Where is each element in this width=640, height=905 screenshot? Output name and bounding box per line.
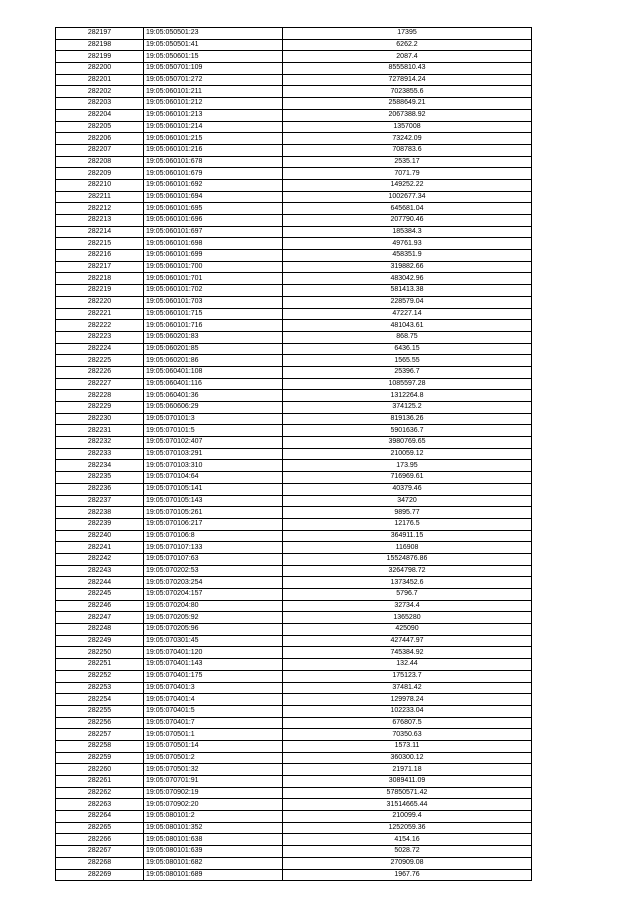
table-row — [56, 799, 532, 811]
cadastral-number-cell: 19:05:060101:702 — [144, 285, 283, 297]
row-number-cell: 282252 — [56, 670, 144, 682]
table-row — [56, 226, 532, 238]
value-cell: 427447.97 — [283, 635, 532, 647]
cadastral-number-cell: 19:05:070106:217 — [144, 518, 283, 530]
table-row — [56, 86, 532, 98]
table-row — [56, 472, 532, 484]
value-cell: 270909.08 — [283, 857, 532, 869]
cadastral-number-cell: 19:05:070301:45 — [144, 635, 283, 647]
table-row — [56, 577, 532, 589]
row-number-cell: 282229 — [56, 402, 144, 414]
row-number-cell: 282269 — [56, 869, 144, 881]
cadastral-number-cell: 19:05:070107:133 — [144, 542, 283, 554]
value-cell: 116908 — [283, 542, 532, 554]
cadastral-number-cell: 19:05:070205:96 — [144, 624, 283, 636]
value-cell: 5028.72 — [283, 846, 532, 858]
table-row — [56, 589, 532, 601]
row-number-cell: 282243 — [56, 565, 144, 577]
row-number-cell: 282268 — [56, 857, 144, 869]
table-row — [56, 39, 532, 51]
cadastral-number-cell: 19:05:070501:1 — [144, 729, 283, 741]
cadastral-number-cell: 19:05:070902:19 — [144, 787, 283, 799]
value-cell: 15524876.86 — [283, 553, 532, 565]
value-cell: 129978.24 — [283, 694, 532, 706]
cadastral-number-cell: 19:05:060101:213 — [144, 109, 283, 121]
row-number-cell: 282228 — [56, 390, 144, 402]
cadastral-number-cell: 19:05:060101:678 — [144, 156, 283, 168]
table-row — [56, 857, 532, 869]
table-row — [56, 203, 532, 215]
row-number-cell: 282237 — [56, 495, 144, 507]
cadastral-number-cell: 19:05:070106:8 — [144, 530, 283, 542]
cadastral-number-cell: 19:05:060101:697 — [144, 226, 283, 238]
table-row — [56, 179, 532, 191]
cadastral-number-cell: 19:05:060101:692 — [144, 179, 283, 191]
value-cell: 716969.61 — [283, 472, 532, 484]
value-cell: 210059.12 — [283, 448, 532, 460]
value-cell: 3089411.09 — [283, 776, 532, 788]
row-number-cell: 282236 — [56, 483, 144, 495]
cadastral-number-cell: 19:05:070103:310 — [144, 460, 283, 472]
value-cell: 319882.66 — [283, 261, 532, 273]
row-number-cell: 282241 — [56, 542, 144, 554]
cadastral-number-cell: 19:05:060101:679 — [144, 168, 283, 180]
value-cell: 228579.04 — [283, 296, 532, 308]
cadastral-number-cell: 19:05:060101:716 — [144, 320, 283, 332]
cadastral-number-cell: 19:05:060101:700 — [144, 261, 283, 273]
table-row — [56, 624, 532, 636]
cadastral-number-cell: 19:05:060401:116 — [144, 378, 283, 390]
table-row — [56, 822, 532, 834]
table-row — [56, 250, 532, 262]
cadastral-number-cell: 19:05:050501:23 — [144, 28, 283, 40]
cadastral-number-cell: 19:05:060101:694 — [144, 191, 283, 203]
value-cell: 745384.92 — [283, 647, 532, 659]
row-number-cell: 282212 — [56, 203, 144, 215]
cadastral-number-cell: 19:05:070401:5 — [144, 705, 283, 717]
table-row — [56, 635, 532, 647]
table-row — [56, 121, 532, 133]
value-cell: 481043.61 — [283, 320, 532, 332]
row-number-cell: 282232 — [56, 437, 144, 449]
row-number-cell: 282224 — [56, 343, 144, 355]
row-number-cell: 282197 — [56, 28, 144, 40]
table-row — [56, 764, 532, 776]
value-cell: 210099.4 — [283, 811, 532, 823]
table-row — [56, 51, 532, 63]
row-number-cell: 282231 — [56, 425, 144, 437]
value-cell: 708783.6 — [283, 144, 532, 156]
row-number-cell: 282267 — [56, 846, 144, 858]
table-row — [56, 308, 532, 320]
cadastral-number-cell: 19:05:080101:682 — [144, 857, 283, 869]
value-cell: 25396.7 — [283, 366, 532, 378]
value-cell: 425090 — [283, 624, 532, 636]
table-row — [56, 156, 532, 168]
cadastral-number-cell: 19:05:070104:64 — [144, 472, 283, 484]
row-number-cell: 282263 — [56, 799, 144, 811]
cadastral-number-cell: 19:05:060201:83 — [144, 331, 283, 343]
row-number-cell: 282214 — [56, 226, 144, 238]
table-row — [56, 600, 532, 612]
cadastral-number-cell: 19:05:070107:63 — [144, 553, 283, 565]
row-number-cell: 282202 — [56, 86, 144, 98]
table-row — [56, 285, 532, 297]
cadastral-number-cell: 19:05:050701:272 — [144, 74, 283, 86]
value-cell: 645681.04 — [283, 203, 532, 215]
table-row — [56, 74, 532, 86]
table-row — [56, 215, 532, 227]
value-cell: 483042.96 — [283, 273, 532, 285]
cadastral-number-cell: 19:05:060401:108 — [144, 366, 283, 378]
value-cell: 1357008 — [283, 121, 532, 133]
value-cell: 7023855.6 — [283, 86, 532, 98]
table-row — [56, 343, 532, 355]
table-row — [56, 437, 532, 449]
value-cell: 581413.38 — [283, 285, 532, 297]
cadastral-number-cell: 19:05:070103:291 — [144, 448, 283, 460]
value-cell: 458351.9 — [283, 250, 532, 262]
row-number-cell: 282199 — [56, 51, 144, 63]
value-cell: 1565.55 — [283, 355, 532, 367]
table-row — [56, 542, 532, 554]
cadastral-number-cell: 19:05:060101:701 — [144, 273, 283, 285]
row-number-cell: 282244 — [56, 577, 144, 589]
table-row — [56, 191, 532, 203]
table-row — [56, 787, 532, 799]
cadastral-number-cell: 19:05:080101:689 — [144, 869, 283, 881]
value-cell: 5796.7 — [283, 589, 532, 601]
table-row — [56, 740, 532, 752]
table-row — [56, 261, 532, 273]
row-number-cell: 282201 — [56, 74, 144, 86]
value-cell: 1373452.6 — [283, 577, 532, 589]
cadastral-number-cell: 19:05:060101:212 — [144, 98, 283, 110]
row-number-cell: 282253 — [56, 682, 144, 694]
table-row — [56, 144, 532, 156]
row-number-cell: 282221 — [56, 308, 144, 320]
row-number-cell: 282235 — [56, 472, 144, 484]
row-number-cell: 282207 — [56, 144, 144, 156]
table-row — [56, 320, 532, 332]
table-row — [56, 694, 532, 706]
cadastral-number-cell: 19:05:060201:85 — [144, 343, 283, 355]
row-number-cell: 282198 — [56, 39, 144, 51]
row-number-cell: 282242 — [56, 553, 144, 565]
cadastral-number-cell: 19:05:060101:696 — [144, 215, 283, 227]
row-number-cell: 282257 — [56, 729, 144, 741]
row-number-cell: 282254 — [56, 694, 144, 706]
table-row — [56, 811, 532, 823]
value-cell: 1365280 — [283, 612, 532, 624]
row-number-cell: 282216 — [56, 250, 144, 262]
row-number-cell: 282247 — [56, 612, 144, 624]
table-row — [56, 495, 532, 507]
value-cell: 1002677.34 — [283, 191, 532, 203]
table-row — [56, 296, 532, 308]
table-row — [56, 168, 532, 180]
table-row — [56, 366, 532, 378]
cadastral-number-cell: 19:05:070101:5 — [144, 425, 283, 437]
row-number-cell: 282203 — [56, 98, 144, 110]
value-cell: 819136.26 — [283, 413, 532, 425]
cadastral-number-cell: 19:05:070102:407 — [144, 437, 283, 449]
row-number-cell: 282208 — [56, 156, 144, 168]
table-row — [56, 717, 532, 729]
row-number-cell: 282249 — [56, 635, 144, 647]
value-cell: 7278914.24 — [283, 74, 532, 86]
row-number-cell: 282217 — [56, 261, 144, 273]
table-row — [56, 273, 532, 285]
value-cell: 49761.93 — [283, 238, 532, 250]
value-cell: 40379.46 — [283, 483, 532, 495]
cadastral-number-cell: 19:05:060101:699 — [144, 250, 283, 262]
value-cell: 1312264.8 — [283, 390, 532, 402]
row-number-cell: 282218 — [56, 273, 144, 285]
table-row — [56, 530, 532, 542]
cadastral-number-cell: 19:05:080101:2 — [144, 811, 283, 823]
value-cell: 34720 — [283, 495, 532, 507]
cadastral-number-cell: 19:05:070501:2 — [144, 752, 283, 764]
row-number-cell: 282211 — [56, 191, 144, 203]
row-number-cell: 282205 — [56, 121, 144, 133]
table-row — [56, 670, 532, 682]
row-number-cell: 282213 — [56, 215, 144, 227]
table-row — [56, 402, 532, 414]
cadastral-number-cell: 19:05:050501:41 — [144, 39, 283, 51]
row-number-cell: 282248 — [56, 624, 144, 636]
cadastral-number-cell: 19:05:070202:53 — [144, 565, 283, 577]
value-cell: 3980769.65 — [283, 437, 532, 449]
cadastral-number-cell: 19:05:080101:352 — [144, 822, 283, 834]
table-row — [56, 378, 532, 390]
row-number-cell: 282245 — [56, 589, 144, 601]
value-cell: 132.44 — [283, 659, 532, 671]
table-row — [56, 869, 532, 881]
row-number-cell: 282220 — [56, 296, 144, 308]
table-row — [56, 553, 532, 565]
cadastral-number-cell: 19:05:060101:211 — [144, 86, 283, 98]
table-row — [56, 331, 532, 343]
cadastral-number-cell: 19:05:070401:4 — [144, 694, 283, 706]
row-number-cell: 282238 — [56, 507, 144, 519]
cadastral-number-cell: 19:05:060101:703 — [144, 296, 283, 308]
row-number-cell: 282200 — [56, 63, 144, 75]
cadastral-number-cell: 19:05:070401:3 — [144, 682, 283, 694]
table-row — [56, 413, 532, 425]
value-cell: 70350.63 — [283, 729, 532, 741]
row-number-cell: 282262 — [56, 787, 144, 799]
value-cell: 32734.4 — [283, 600, 532, 612]
row-number-cell: 282246 — [56, 600, 144, 612]
row-number-cell: 282256 — [56, 717, 144, 729]
row-number-cell: 282259 — [56, 752, 144, 764]
row-number-cell: 282240 — [56, 530, 144, 542]
table-row — [56, 565, 532, 577]
table-row — [56, 238, 532, 250]
row-number-cell: 282210 — [56, 179, 144, 191]
cadastral-number-cell: 19:05:070203:254 — [144, 577, 283, 589]
table-row — [56, 109, 532, 121]
value-cell: 1085597.28 — [283, 378, 532, 390]
cadastral-number-cell: 19:05:070204:80 — [144, 600, 283, 612]
cadastral-number-cell: 19:05:060401:36 — [144, 390, 283, 402]
table-row — [56, 612, 532, 624]
table-row — [56, 659, 532, 671]
table-row — [56, 729, 532, 741]
value-cell: 31514665.44 — [283, 799, 532, 811]
table-row — [56, 425, 532, 437]
table-row — [56, 752, 532, 764]
cadastral-number-cell: 19:05:070902:20 — [144, 799, 283, 811]
cadastral-number-cell: 19:05:060101:216 — [144, 144, 283, 156]
data-table — [55, 27, 532, 881]
cadastral-number-cell: 19:05:070105:261 — [144, 507, 283, 519]
row-number-cell: 282234 — [56, 460, 144, 472]
row-number-cell: 282219 — [56, 285, 144, 297]
table-row — [56, 647, 532, 659]
table-row — [56, 460, 532, 472]
table-row — [56, 846, 532, 858]
cadastral-number-cell: 19:05:070205:92 — [144, 612, 283, 624]
table-row — [56, 776, 532, 788]
cadastral-number-cell: 19:05:050701:109 — [144, 63, 283, 75]
table-row — [56, 448, 532, 460]
cadastral-number-cell: 19:05:060101:695 — [144, 203, 283, 215]
table-row — [56, 507, 532, 519]
value-cell: 173.95 — [283, 460, 532, 472]
value-cell: 7071.79 — [283, 168, 532, 180]
table-row — [56, 133, 532, 145]
table-row — [56, 390, 532, 402]
value-cell: 5901636.7 — [283, 425, 532, 437]
table-row — [56, 98, 532, 110]
table-row — [56, 834, 532, 846]
row-number-cell: 282233 — [56, 448, 144, 460]
cadastral-number-cell: 19:05:070204:157 — [144, 589, 283, 601]
row-number-cell: 282250 — [56, 647, 144, 659]
cadastral-number-cell: 19:05:080101:639 — [144, 846, 283, 858]
row-number-cell: 282264 — [56, 811, 144, 823]
row-number-cell: 282251 — [56, 659, 144, 671]
value-cell: 6262.2 — [283, 39, 532, 51]
value-cell: 2588649.21 — [283, 98, 532, 110]
table-row — [56, 705, 532, 717]
value-cell: 2067388.92 — [283, 109, 532, 121]
cadastral-number-cell: 19:05:070401:120 — [144, 647, 283, 659]
row-number-cell: 282209 — [56, 168, 144, 180]
row-number-cell: 282225 — [56, 355, 144, 367]
value-cell: 149252.22 — [283, 179, 532, 191]
row-number-cell: 282239 — [56, 518, 144, 530]
value-cell: 868.75 — [283, 331, 532, 343]
cadastral-number-cell: 19:05:070701:91 — [144, 776, 283, 788]
value-cell: 73242.09 — [283, 133, 532, 145]
row-number-cell: 282261 — [56, 776, 144, 788]
cadastral-number-cell: 19:05:060101:715 — [144, 308, 283, 320]
table-row — [56, 682, 532, 694]
value-cell: 1573.11 — [283, 740, 532, 752]
row-number-cell: 282230 — [56, 413, 144, 425]
table-row — [56, 518, 532, 530]
value-cell: 37481.42 — [283, 682, 532, 694]
table-body — [56, 28, 532, 881]
value-cell: 12176.5 — [283, 518, 532, 530]
cadastral-number-cell: 19:05:070501:32 — [144, 764, 283, 776]
cadastral-number-cell: 19:05:070401:175 — [144, 670, 283, 682]
value-cell: 102233.04 — [283, 705, 532, 717]
cadastral-number-cell: 19:05:070105:143 — [144, 495, 283, 507]
value-cell: 2087.4 — [283, 51, 532, 63]
row-number-cell: 282226 — [56, 366, 144, 378]
value-cell: 207790.46 — [283, 215, 532, 227]
row-number-cell: 282265 — [56, 822, 144, 834]
value-cell: 360300.12 — [283, 752, 532, 764]
cadastral-number-cell: 19:05:060101:215 — [144, 133, 283, 145]
value-cell: 175123.7 — [283, 670, 532, 682]
row-number-cell: 282227 — [56, 378, 144, 390]
value-cell: 57850571.42 — [283, 787, 532, 799]
cadastral-number-cell: 19:05:070401:7 — [144, 717, 283, 729]
cadastral-number-cell: 19:05:070501:14 — [144, 740, 283, 752]
value-cell: 8555810.43 — [283, 63, 532, 75]
value-cell: 676807.5 — [283, 717, 532, 729]
row-number-cell: 282215 — [56, 238, 144, 250]
value-cell: 6436.15 — [283, 343, 532, 355]
row-number-cell: 282255 — [56, 705, 144, 717]
value-cell: 21971.18 — [283, 764, 532, 776]
table-row — [56, 355, 532, 367]
row-number-cell: 282204 — [56, 109, 144, 121]
cadastral-number-cell: 19:05:070101:3 — [144, 413, 283, 425]
cadastral-number-cell: 19:05:060101:214 — [144, 121, 283, 133]
value-cell: 2535.17 — [283, 156, 532, 168]
value-cell: 1967.76 — [283, 869, 532, 881]
value-cell: 3264798.72 — [283, 565, 532, 577]
value-cell: 17395 — [283, 28, 532, 40]
row-number-cell: 282266 — [56, 834, 144, 846]
row-number-cell: 282222 — [56, 320, 144, 332]
cadastral-number-cell: 19:05:060201:86 — [144, 355, 283, 367]
value-cell: 9895.77 — [283, 507, 532, 519]
cadastral-number-cell: 19:05:060606:29 — [144, 402, 283, 414]
cadastral-number-cell: 19:05:080101:638 — [144, 834, 283, 846]
cadastral-number-cell: 19:05:070105:141 — [144, 483, 283, 495]
value-cell: 364911.15 — [283, 530, 532, 542]
value-cell: 185384.3 — [283, 226, 532, 238]
value-cell: 47227.14 — [283, 308, 532, 320]
value-cell: 1252059.36 — [283, 822, 532, 834]
table-row — [56, 63, 532, 75]
row-number-cell: 282260 — [56, 764, 144, 776]
row-number-cell: 282223 — [56, 331, 144, 343]
row-number-cell: 282258 — [56, 740, 144, 752]
cadastral-number-cell: 19:05:070401:143 — [144, 659, 283, 671]
table-row — [56, 28, 532, 40]
table-row — [56, 483, 532, 495]
cadastral-number-cell: 19:05:060101:698 — [144, 238, 283, 250]
value-cell: 4154.16 — [283, 834, 532, 846]
value-cell: 374125.2 — [283, 402, 532, 414]
cadastral-number-cell: 19:05:050601:15 — [144, 51, 283, 63]
row-number-cell: 282206 — [56, 133, 144, 145]
